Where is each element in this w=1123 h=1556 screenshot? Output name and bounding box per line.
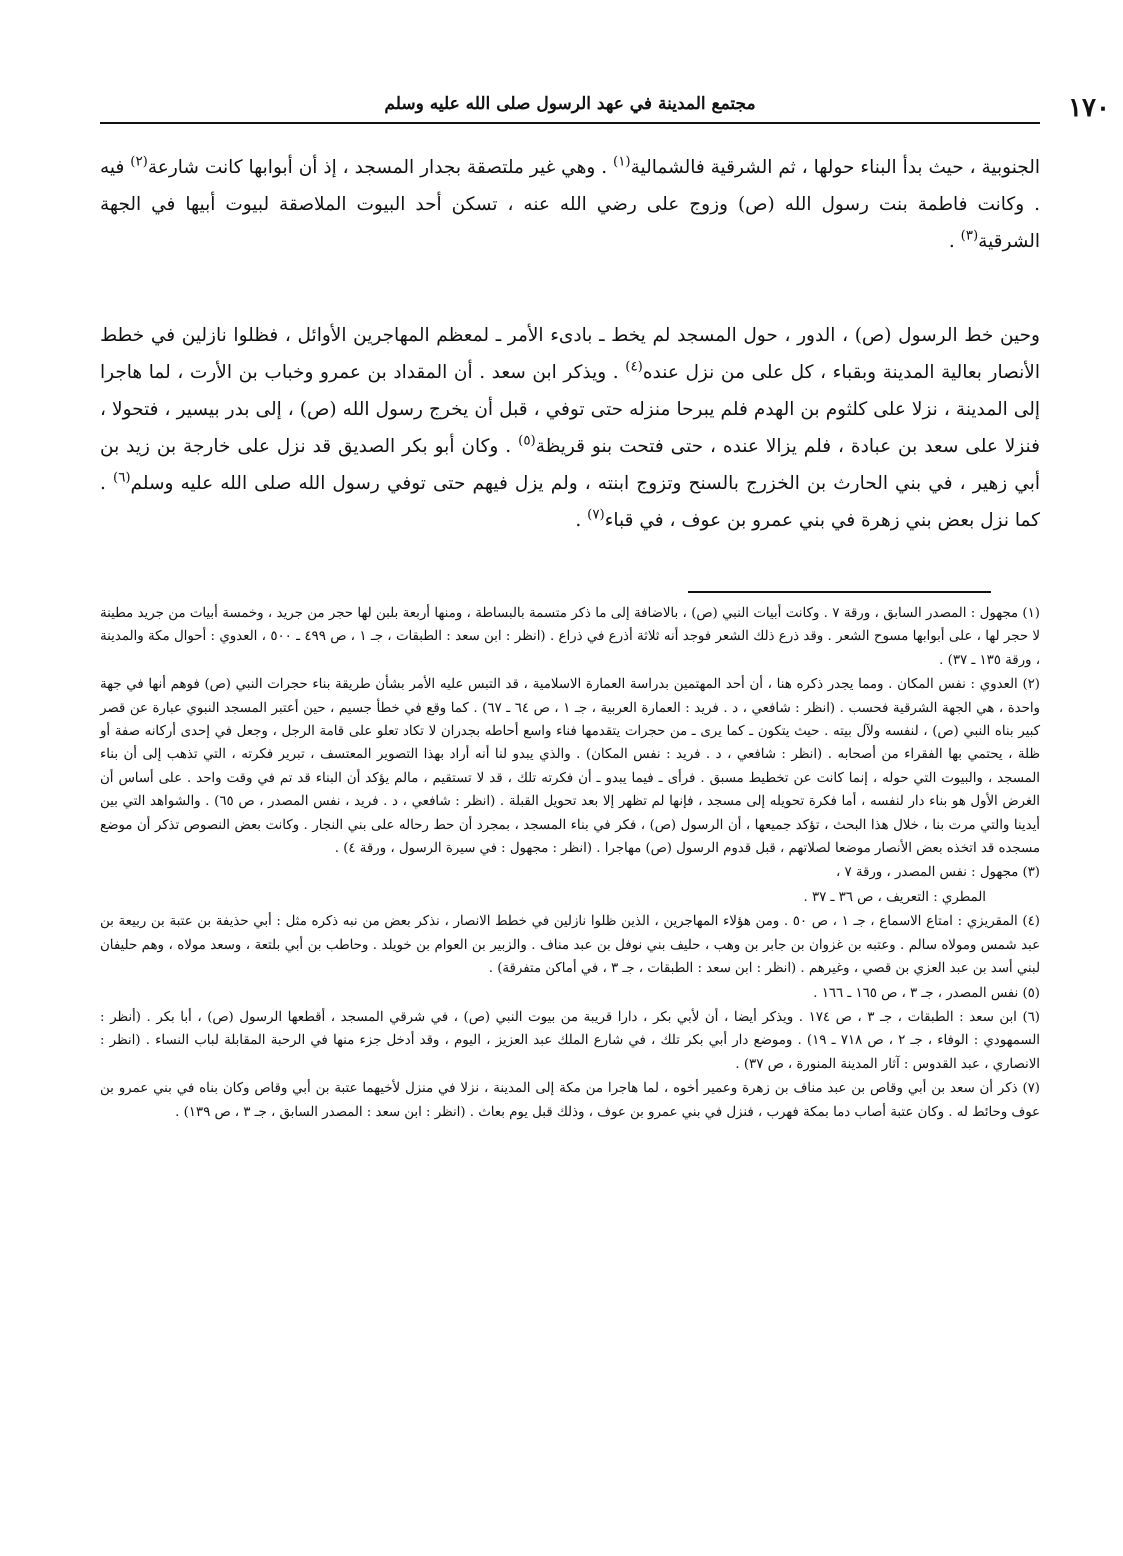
footnote-7: (٧) ذكر أن سعد بن أبي وقاص بن عبد مناف بن زهرة وعمير أخوه ، لما هاجرا من مكة إلى المدينة ، نزلا في منزل لأخيهما عتبة بن أبي وقاص وكان بناه في بني عمرو بن عوف وحائط له . وكان عتبة أصاب دما بمكة فهرب ، فنزل في بني عمرو بن عوف ، وذلك قبل يوم بعاث . (انظر : ابن سعد : المصدر السابق ، جـ ٣ ، ص ١٣٩) . — [100, 1081, 1040, 1120]
footnote-ref-7: (٧) — [587, 507, 605, 523]
page-number: ١٧٠ — [1068, 93, 1110, 123]
footnote-3-continued: المطري : التعريف ، ص ٣٦ ـ ٣٧ . — [803, 889, 986, 905]
footnote-4: (٤) المقريزي : امتاع الاسماع ، جـ ١ ، ص ٥٠ . ومن هؤلاء المهاجرين ، الذين ظلوا نازلين في خطط الانصار ، نذكر بعض من نبه ذكره مثل : أبي حذيفة بن عتبة بن ربيعة بن عبد شمس ومولاه سالم . وعتبه بن غزوان بن جابر بن وهب ، حليف بني نوفل بن عبد مناف . والزبير بن العوام بن خويلد . وحاطب بن أبي بلتعة ، وسعد مولاه ، وهم حليفان لبني أسد بن عبد العزي بن قصي ، وغيرهم . (انظر : ابن سعد : الطبقات ، جـ ٣ ، في أماكن متفرقة) . — [100, 914, 1040, 977]
footnote-ref-1: (١) — [613, 154, 631, 170]
body-paragraph-2 — [100, 317, 1040, 539]
footnote-separator — [688, 591, 991, 593]
paragraph-text: . كما نزل بعض بني زهرة في بني عمرو بن عوف ، في قباء — [100, 472, 1040, 531]
footnotes-section — [100, 602, 1040, 1125]
footnote-ref-5: (٥) — [518, 433, 536, 449]
paragraph-text: الجنوبية ، حيث بدأ البناء حولها ، ثم الشرقية فالشمالية — [630, 156, 1041, 178]
paragraph-text: فيه . وكانت فاطمة بنت رسول الله (ص) وزوج على رضي الله عنه ، تسكن أحد البيوت الملاصقة لبيوت أبيها في الجهة الشرقية — [100, 156, 1040, 252]
footnote-ref-2: (٢) — [130, 154, 148, 170]
paragraph-text: . وكان أبو بكر الصديق قد نزل على خارجة بن زيد بن أبي زهير ، في بني الحارث بن الخزرج بالسنح وتزوج ابنته ، ولم يزل فيهم حتى توفي رسول الله صلى الله عليه وسلم — [100, 435, 1040, 494]
footnote-1: (١) مجهول : المصدر السابق ، ورقة ٧ . وكانت أبيات النبي (ص) ، بالاضافة إلى ما ذكر متسمة بالبساطة ، ومنها أربعة بلبن لها حجر من جريد ، وخمسة أبيات من جريد مطينة لا حجر لها ، على أبوابها مسوح الشعر . وقد ذرع ذلك الشعر فوجد أنه ثلاثة أذرع في ذراع . (انظر : ابن سعد : الطبقات ، جـ ١ ، ص ٤٩٩ ـ ٥٠٠ ، العدوي : أحوال مكة والمدينة ، ورقة ١٣٥ ـ ٣٧) . — [100, 606, 1040, 668]
footnote-ref-6: (٦) — [112, 470, 131, 486]
footnote-2: (٢) العدوي : نفس المكان . ومما يجدر ذكره هنا ، أن أحد المهتمين بدراسة العمارة الاسلامية ، قد التبس عليه الأمر بشأن طريقة بناء حجرات النبي (ص) فوهم أنها في جهة واحدة ، هي الجهة الشرقية فحسب . (انظر : شافعي ، د . فريد : العمارة العربية ، جـ ١ ، ص ٦٤ ـ ٦٧) . كما وقع في خطأ جسيم ، حين أعتبر المسجد النبوي عبارة عن قصر كبير بناه النبي (ص) ، لنفسه ولآل بيته . حيث يتكون ـ كما يرى ـ من حجرات يتقدمها فناء واسع أحاطه بجدران لا تكاد تعلو على قامة الرجل ، وجعل في إحدى أركانه صفة أو ظلة ، يحتمي بها الفقراء من أصحابه . (انظر : شافعي ، د . فريد : نفس المكان) . والذي يبدو لنا أنه أراد بهذا التصوير المعتسف ، تبرير فكرته ، التي تذهب إلى أن بناء المسجد ، والبيوت التي حوله ، إنما كانت عن تخطيط مسبق . فرأى ـ فيما يبدو ـ أن فكرته تلك ، قد لا تستقيم ، مالم يؤكد أن البناء قد تم في وقت واحد . على أساس أن الغرض الأول هو بناء دار لنفسه ، أما فكرة تحويله إلى مسجد ، فإنها لم تظهر إلا بعد تحويل القبلة . (انظر : شافعي ، د . فريد ، نفس المصدر ، ص ٦٥) . والشواهد التي بين أيدينا والتي مرت بنا ، خلال هذا البحث ، تؤكد جميعها ، أن الرسول (ص) ، فكر في بناء المسجد ، بمجرد أن حط رحاله على بني النجار . وكانت بعض النصوص تذكر أن موضع مسجده قد اتخذه بعض الأنصار موضعا لصلاتهم ، قبل قدوم الرسول (ص) مهاجرا . (انظر : مجهول : في سيرة الرسول ، ورقة ٤) . — [100, 677, 1040, 857]
paragraph-text: . ويذكر ابن سعد . أن المقداد بن عمرو وخباب بن الأرت ، لما هاجرا إلى المدينة ، نزلا على كلثوم بن الهدم فلم يبرحا منزله حتى توفي ، قبل أن يخرج رسول الله (ص) ، إلى بدر بيسير ، فتحولا ، فنزلا على سعد بن عبادة ، فلم يزالا عنده ، حتى فتحت بنو قريظة — [100, 361, 1040, 457]
footnote-3: (٣) مجهول : نفس المصدر ، ورقة ٧ ، — [835, 865, 1040, 881]
paragraph-text: وحين خط الرسول (ص) ، الدور ، حول المسجد لم يخط ـ بادىء الأمر ـ لمعظم المهاجرين الأوائل ، فظلوا نازلين في خطط الأنصار بعالية المدينة وبقباء ، كل على من نزل عنده — [100, 324, 1040, 383]
running-header-title: مجتمع المدينة في عهد الرسول صلى الله عليه وسلم — [384, 94, 756, 114]
paragraph-text: . — [575, 509, 582, 531]
footnote-ref-4: (٤) — [625, 359, 643, 375]
paragraph-text: . وهي غير ملتصقة بجدار المسجد ، إذ أن أبوابها كانت شارعة — [147, 156, 608, 178]
footnote-5: (٥) نفس المصدر ، جـ ٣ ، ص ١٦٥ ـ ١٦٦ . — [813, 985, 1040, 1001]
paragraph-text: . — [948, 230, 955, 252]
footnote-6: (٦) ابن سعد : الطبقات ، جـ ٣ ، ص ١٧٤ . ويذكر أيضا ، أن لأبي بكر ، دارا قريبة من بيوت النبي (ص) ، في شرقي المسجد ، أقطعها الرسول (ص) ، أبا بكر . (أنظر : السمهودي : الوفاء ، جـ ٢ ، ص ٧١٨ ـ ١٩) . وموضع دار أبي بكر تلك ، في شارع الملك عبد العزيز ، اليوم ، وقد أدخل جزء منها في الرحبة المقابلة لباب النساء . (انظر : الانصاري ، عبد القدوس : آثار المدينة المنورة ، ص ٣٧) . — [100, 1009, 1040, 1072]
footnote-ref-3: (٣) — [960, 228, 979, 244]
body-paragraph-1 — [100, 149, 1040, 260]
header-rule — [100, 122, 1040, 124]
